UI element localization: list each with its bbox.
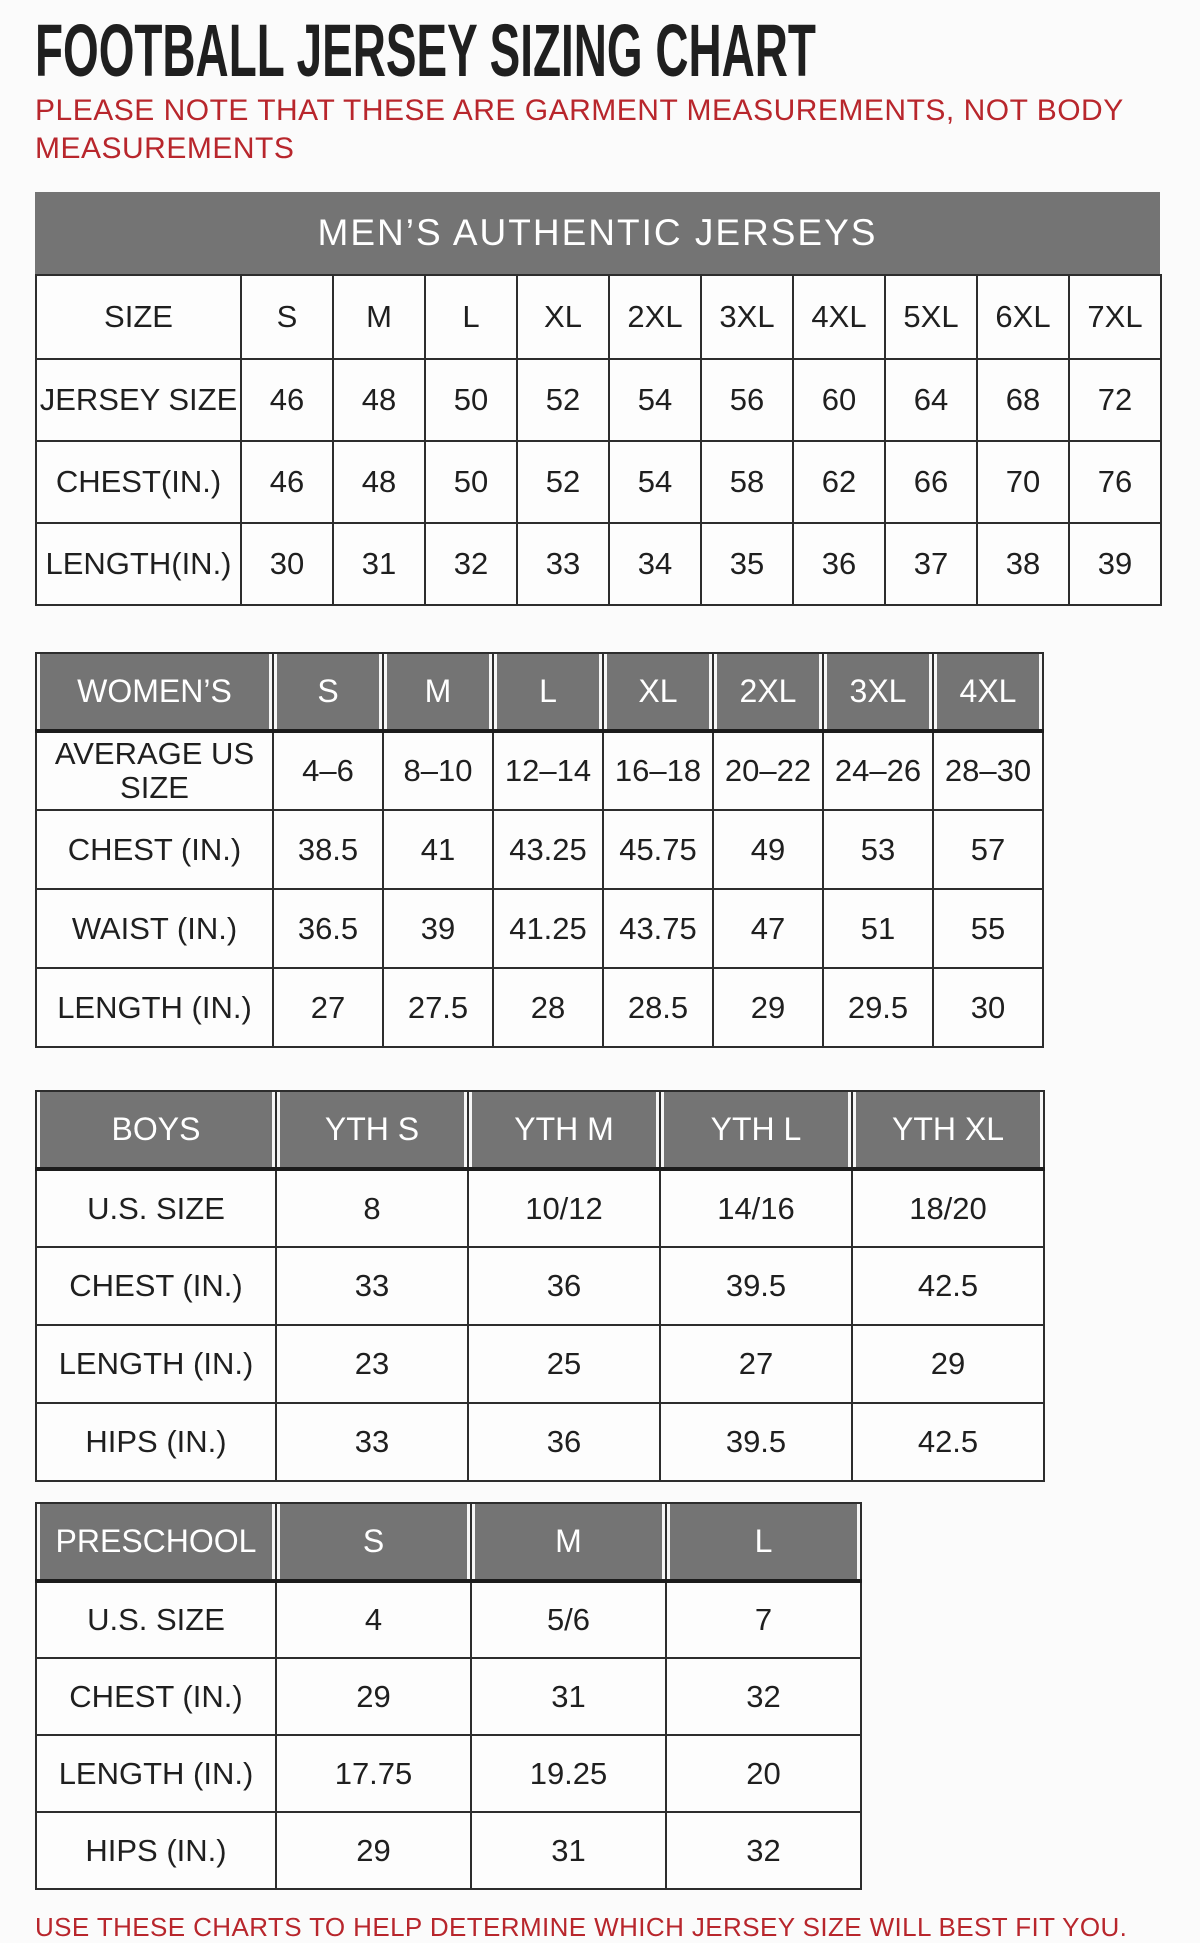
- womens-row-label: CHEST (IN.): [36, 810, 273, 889]
- boys-cell: 36: [468, 1403, 660, 1481]
- mens-banner: MEN’S AUTHENTIC JERSEYS: [35, 192, 1160, 274]
- mens-cell: 52: [517, 441, 609, 523]
- preschool-header-label: PRESCHOOL: [36, 1503, 276, 1581]
- mens-cell: 56: [701, 359, 793, 441]
- womens-column-header: L: [493, 653, 603, 731]
- boys-cell: 23: [276, 1325, 468, 1403]
- boys-data-row: [36, 1325, 1044, 1403]
- mens-column-header: L: [425, 275, 517, 359]
- womens-row-label: AVERAGE US SIZE: [36, 731, 273, 810]
- womens-cell: 12–14: [493, 731, 603, 810]
- preschool-data-row: [36, 1581, 861, 1658]
- womens-data-row: [36, 731, 1043, 810]
- mens-cell: 72: [1069, 359, 1161, 441]
- boys-cell: 27: [660, 1325, 852, 1403]
- womens-cell: 36.5: [273, 889, 383, 968]
- preschool-row-label: HIPS (IN.): [36, 1812, 276, 1889]
- mens-cell: 39: [1069, 523, 1161, 605]
- preschool-data-row: [36, 1735, 861, 1812]
- womens-cell: 43.25: [493, 810, 603, 889]
- womens-column-header: XL: [603, 653, 713, 731]
- womens-cell: 47: [713, 889, 823, 968]
- womens-column-header: M: [383, 653, 493, 731]
- mens-column-header: 3XL: [701, 275, 793, 359]
- preschool-cell: 19.25: [471, 1735, 666, 1812]
- womens-cell: 4–6: [273, 731, 383, 810]
- womens-data-row: [36, 810, 1043, 889]
- boys-table: [35, 1090, 1045, 1482]
- boys-cell: 39.5: [660, 1403, 852, 1481]
- mens-cell: 33: [517, 523, 609, 605]
- preschool-table-section: [35, 1502, 860, 1890]
- boys-cell: 42.5: [852, 1247, 1044, 1325]
- womens-cell: 29: [713, 968, 823, 1047]
- page-title-text: FOOTBALL JERSEY SIZING CHART: [35, 9, 816, 92]
- womens-cell: 41: [383, 810, 493, 889]
- mens-cell: 46: [241, 359, 333, 441]
- preschool-cell: 17.75: [276, 1735, 471, 1812]
- preschool-cell: 20: [666, 1735, 861, 1812]
- boys-cell: 33: [276, 1247, 468, 1325]
- mens-cell: 50: [425, 359, 517, 441]
- womens-cell: 57: [933, 810, 1043, 889]
- boys-header-row: [36, 1091, 1044, 1169]
- womens-cell: 43.75: [603, 889, 713, 968]
- womens-table-section: [35, 652, 1042, 1048]
- boys-cell: 25: [468, 1325, 660, 1403]
- mens-cell: 52: [517, 359, 609, 441]
- mens-column-header: XL: [517, 275, 609, 359]
- mens-header-label: SIZE: [36, 275, 241, 359]
- mens-column-header: S: [241, 275, 333, 359]
- boys-column-header: YTH XL: [852, 1091, 1044, 1169]
- boys-cell: 36: [468, 1247, 660, 1325]
- mens-cell: 68: [977, 359, 1069, 441]
- preschool-data-row: [36, 1658, 861, 1735]
- boys-cell: 42.5: [852, 1403, 1044, 1481]
- size-tables-container: [35, 192, 1165, 1890]
- mens-cell: 36: [793, 523, 885, 605]
- boys-cell: 8: [276, 1169, 468, 1247]
- mens-cell: 30: [241, 523, 333, 605]
- mens-cell: 31: [333, 523, 425, 605]
- mens-cell: 46: [241, 441, 333, 523]
- womens-cell: 30: [933, 968, 1043, 1047]
- boys-column-header: YTH L: [660, 1091, 852, 1169]
- preschool-cell: 31: [471, 1812, 666, 1889]
- boys-table-section: [35, 1090, 1043, 1482]
- mens-row-label: JERSEY SIZE: [36, 359, 241, 441]
- womens-cell: 29.5: [823, 968, 933, 1047]
- preschool-cell: 32: [666, 1812, 861, 1889]
- boys-column-header: YTH M: [468, 1091, 660, 1169]
- womens-cell: 41.25: [493, 889, 603, 968]
- boys-row-label: HIPS (IN.): [36, 1403, 276, 1481]
- preschool-cell: 32: [666, 1658, 861, 1735]
- preschool-cell: 31: [471, 1658, 666, 1735]
- mens-cell: 62: [793, 441, 885, 523]
- mens-cell: 66: [885, 441, 977, 523]
- preschool-row-label: CHEST (IN.): [36, 1658, 276, 1735]
- mens-cell: 34: [609, 523, 701, 605]
- mens-row-label: CHEST(IN.): [36, 441, 241, 523]
- mens-column-header: M: [333, 275, 425, 359]
- mens-cell: 32: [425, 523, 517, 605]
- womens-cell: 45.75: [603, 810, 713, 889]
- womens-header-row: [36, 653, 1043, 731]
- womens-cell: 27.5: [383, 968, 493, 1047]
- womens-cell: 55: [933, 889, 1043, 968]
- boys-row-label: CHEST (IN.): [36, 1247, 276, 1325]
- womens-table: [35, 652, 1044, 1048]
- footer-note: USE THESE CHARTS TO HELP DETERMINE WHICH JERSEY SIZE WILL BEST FIT YOU.: [35, 1912, 1128, 1943]
- womens-cell: 39: [383, 889, 493, 968]
- womens-cell: 51: [823, 889, 933, 968]
- womens-cell: 27: [273, 968, 383, 1047]
- preschool-column-header: S: [276, 1503, 471, 1581]
- mens-cell: 60: [793, 359, 885, 441]
- preschool-data-row: [36, 1812, 861, 1889]
- womens-cell: 38.5: [273, 810, 383, 889]
- womens-cell: 24–26: [823, 731, 933, 810]
- boys-data-row: [36, 1247, 1044, 1325]
- page-title: [35, 9, 1165, 92]
- boys-header-label: BOYS: [36, 1091, 276, 1169]
- mens-cell: 76: [1069, 441, 1161, 523]
- womens-data-row: [36, 889, 1043, 968]
- preschool-cell: 7: [666, 1581, 861, 1658]
- mens-header-row: [36, 275, 1161, 359]
- womens-cell: 53: [823, 810, 933, 889]
- preschool-cell: 4: [276, 1581, 471, 1658]
- mens-table-section: [35, 192, 1160, 606]
- boys-row-label: LENGTH (IN.): [36, 1325, 276, 1403]
- preschool-column-header: L: [666, 1503, 861, 1581]
- womens-cell: 49: [713, 810, 823, 889]
- mens-cell: 50: [425, 441, 517, 523]
- mens-cell: 58: [701, 441, 793, 523]
- mens-column-header: 2XL: [609, 275, 701, 359]
- preschool-cell: 29: [276, 1812, 471, 1889]
- boys-cell: 18/20: [852, 1169, 1044, 1247]
- mens-cell: 48: [333, 441, 425, 523]
- womens-column-header: 2XL: [713, 653, 823, 731]
- womens-column-header: 3XL: [823, 653, 933, 731]
- mens-cell: 37: [885, 523, 977, 605]
- womens-header-label: WOMEN’S: [36, 653, 273, 731]
- mens-cell: 54: [609, 441, 701, 523]
- preschool-cell: 29: [276, 1658, 471, 1735]
- womens-column-header: 4XL: [933, 653, 1043, 731]
- womens-cell: 28–30: [933, 731, 1043, 810]
- preschool-row-label: U.S. SIZE: [36, 1581, 276, 1658]
- mens-row-label: LENGTH(IN.): [36, 523, 241, 605]
- womens-data-row: [36, 968, 1043, 1047]
- mens-cell: 35: [701, 523, 793, 605]
- mens-table: [35, 274, 1162, 606]
- mens-cell: 64: [885, 359, 977, 441]
- boys-cell: 33: [276, 1403, 468, 1481]
- womens-row-label: LENGTH (IN.): [36, 968, 273, 1047]
- mens-cell: 48: [333, 359, 425, 441]
- mens-data-row: [36, 523, 1161, 605]
- preschool-cell: 5/6: [471, 1581, 666, 1658]
- womens-cell: 28.5: [603, 968, 713, 1047]
- boys-data-row: [36, 1403, 1044, 1481]
- mens-data-row: [36, 441, 1161, 523]
- boys-data-row: [36, 1169, 1044, 1247]
- preschool-column-header: M: [471, 1503, 666, 1581]
- womens-cell: 28: [493, 968, 603, 1047]
- garment-measurements-note: PLEASE NOTE THAT THESE ARE GARMENT MEASUREMENTS, NOT BODY MEASUREMENTS: [35, 94, 1124, 166]
- womens-cell: 20–22: [713, 731, 823, 810]
- womens-row-label: WAIST (IN.): [36, 889, 273, 968]
- womens-cell: 8–10: [383, 731, 493, 810]
- mens-cell: 38: [977, 523, 1069, 605]
- mens-column-header: 5XL: [885, 275, 977, 359]
- womens-column-header: S: [273, 653, 383, 731]
- boys-cell: 10/12: [468, 1169, 660, 1247]
- mens-data-row: [36, 359, 1161, 441]
- womens-cell: 16–18: [603, 731, 713, 810]
- preschool-header-row: [36, 1503, 861, 1581]
- mens-column-header: 4XL: [793, 275, 885, 359]
- mens-column-header: 6XL: [977, 275, 1069, 359]
- mens-cell: 70: [977, 441, 1069, 523]
- mens-column-header: 7XL: [1069, 275, 1161, 359]
- mens-cell: 54: [609, 359, 701, 441]
- boys-cell: 14/16: [660, 1169, 852, 1247]
- boys-cell: 29: [852, 1325, 1044, 1403]
- preschool-row-label: LENGTH (IN.): [36, 1735, 276, 1812]
- boys-row-label: U.S. SIZE: [36, 1169, 276, 1247]
- boys-cell: 39.5: [660, 1247, 852, 1325]
- boys-column-header: YTH S: [276, 1091, 468, 1169]
- preschool-table: [35, 1502, 862, 1890]
